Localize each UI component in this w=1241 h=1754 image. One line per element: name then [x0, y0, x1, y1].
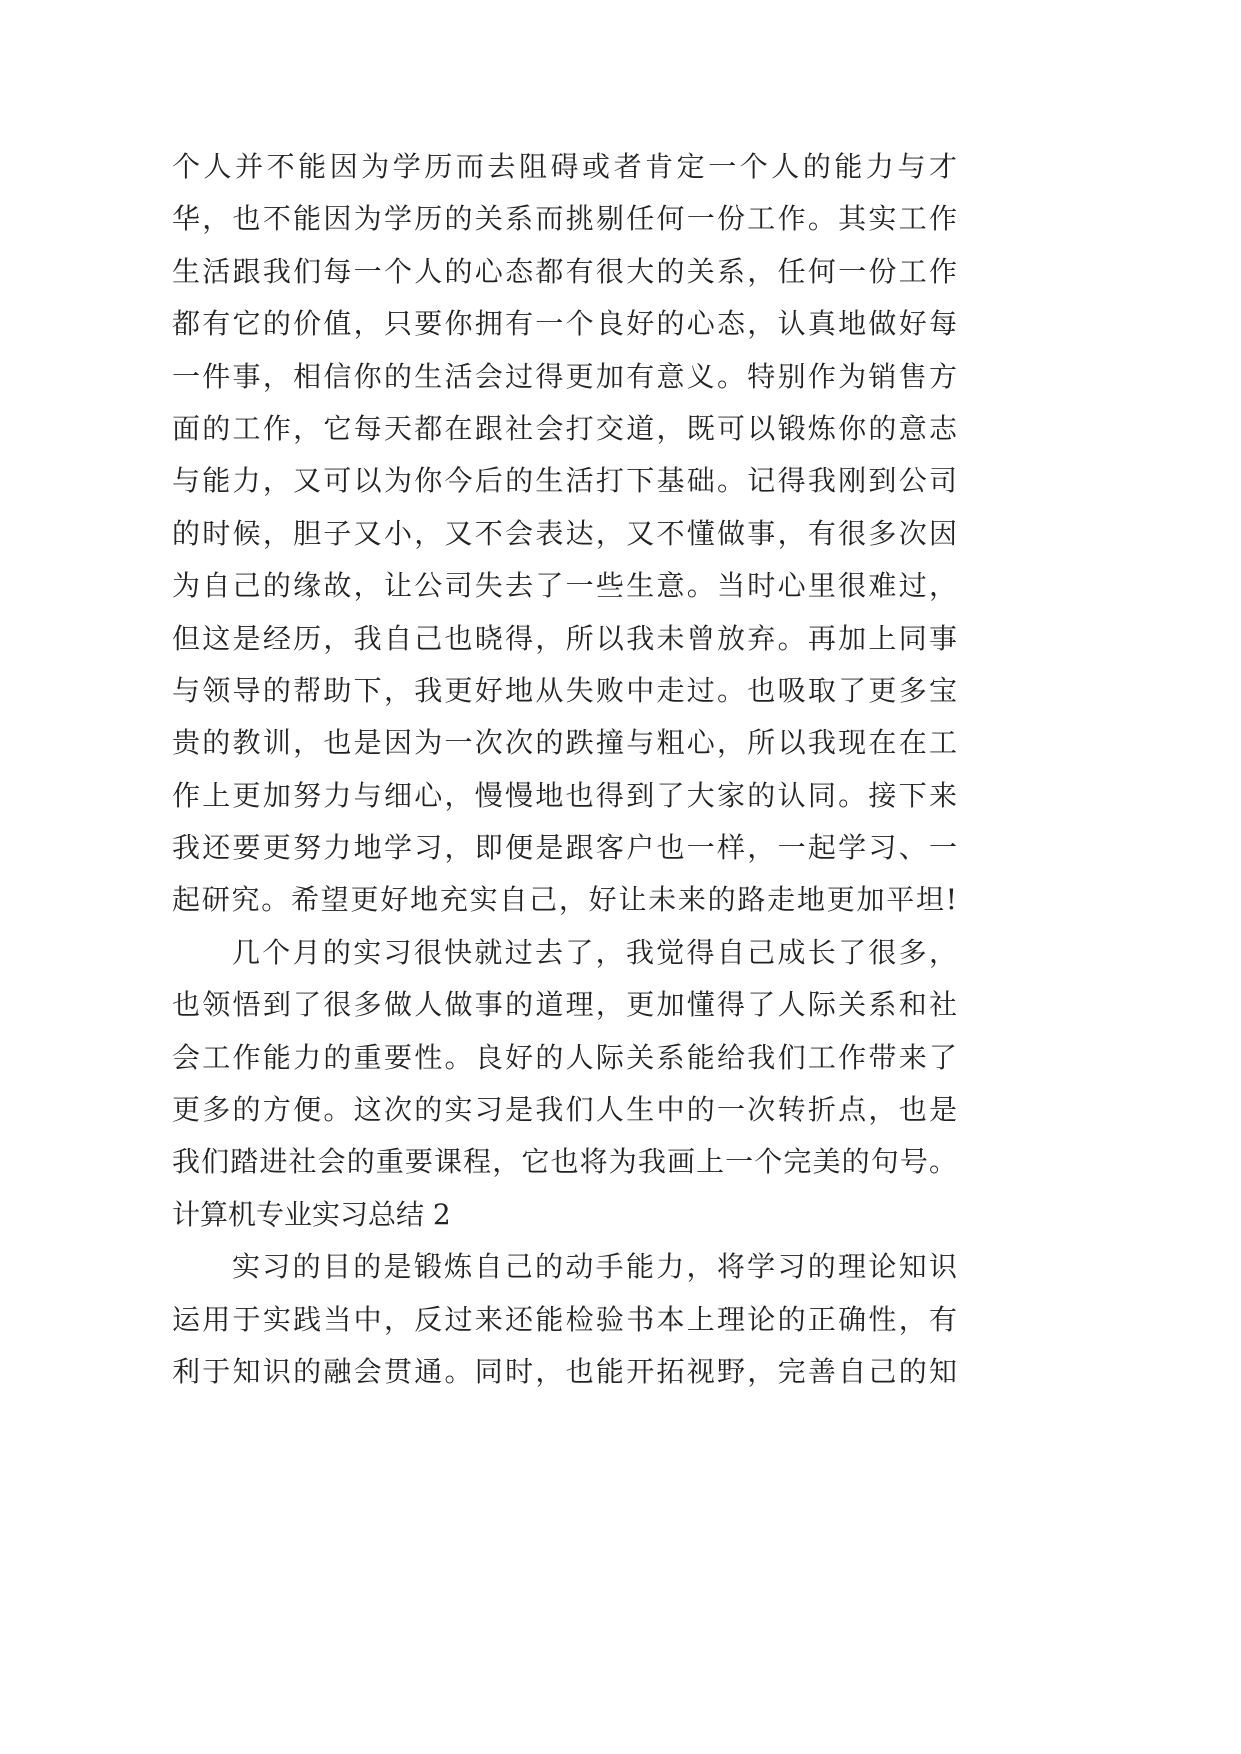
document-page	[172, 141, 957, 1398]
text-line: 与能力，又可以为你今后的生活打下基础。记得我刚到公司	[172, 464, 957, 498]
text-line: 一件事，相信你的生活会过得更加有意义。特别作为销售方	[172, 359, 957, 393]
text-line: 华，也不能因为学历的关系而挑剔任何一份工作。其实工作	[172, 202, 957, 236]
text-line: 与领导的帮助下，我更好地从失败中走过。也吸取了更多宝	[172, 673, 957, 707]
text-line: 面的工作，它每天都在跟社会打交道，既可以锻炼你的意志	[172, 411, 957, 445]
text-line: 但这是经历，我自己也晓得，所以我未曾放弃。再加上同事	[172, 621, 957, 655]
text-line: 利于知识的融会贯通。同时，也能开拓视野，完善自己的知	[172, 1354, 957, 1388]
text-line: 生活跟我们每一个人的心态都有很大的关系，任何一份工作	[172, 254, 957, 288]
text-line: 实习的目的是锻炼自己的动手能力，将学习的理论知识	[232, 1250, 957, 1284]
paragraph	[172, 1241, 957, 1398]
text-line: 都有它的价值，只要你拥有一个良好的心态，认真地做好每	[172, 307, 957, 341]
text-line: 也领悟到了很多做人做事的道理，更加懂得了人际关系和社	[172, 988, 957, 1022]
text-line: 起研究。希望更好地充实自己，好让未来的路走地更加平坦!	[172, 883, 957, 917]
text-line: 个人并不能因为学历而去阻碍或者肯定一个人的能力与才	[172, 150, 957, 183]
text-line: 我还要更努力地学习，即便是跟客户也一样，一起学习、一	[172, 831, 957, 865]
text-line: 几个月的实习很快就过去了，我觉得自己成长了很多，	[232, 935, 957, 969]
section-heading: 计算机专业实习总结 2	[172, 1197, 451, 1231]
text-line: 我们踏进社会的重要课程，它也将为我画上一个完美的句号。	[172, 1145, 957, 1179]
text-line: 为自己的缘故，让公司失去了一些生意。当时心里很难过，	[172, 569, 957, 603]
text-line: 作上更加努力与细心，慢慢地也得到了大家的认同。接下来	[172, 778, 957, 812]
text-line: 贵的教训，也是因为一次次的跌撞与粗心，所以我现在在工	[172, 726, 957, 760]
text-line: 运用于实践当中，反过来还能检验书本上理论的正确性，有	[172, 1302, 957, 1336]
text-line: 会工作能力的重要性。良好的人际关系能给我们工作带来了	[172, 1040, 957, 1074]
text-line: 的时候，胆子又小，又不会表达，又不懂做事，有很多次因	[172, 516, 957, 550]
text-line: 更多的方便。这次的实习是我们人生中的一次转折点，也是	[172, 1093, 957, 1127]
paragraph	[172, 141, 957, 927]
paragraph	[172, 927, 957, 1189]
